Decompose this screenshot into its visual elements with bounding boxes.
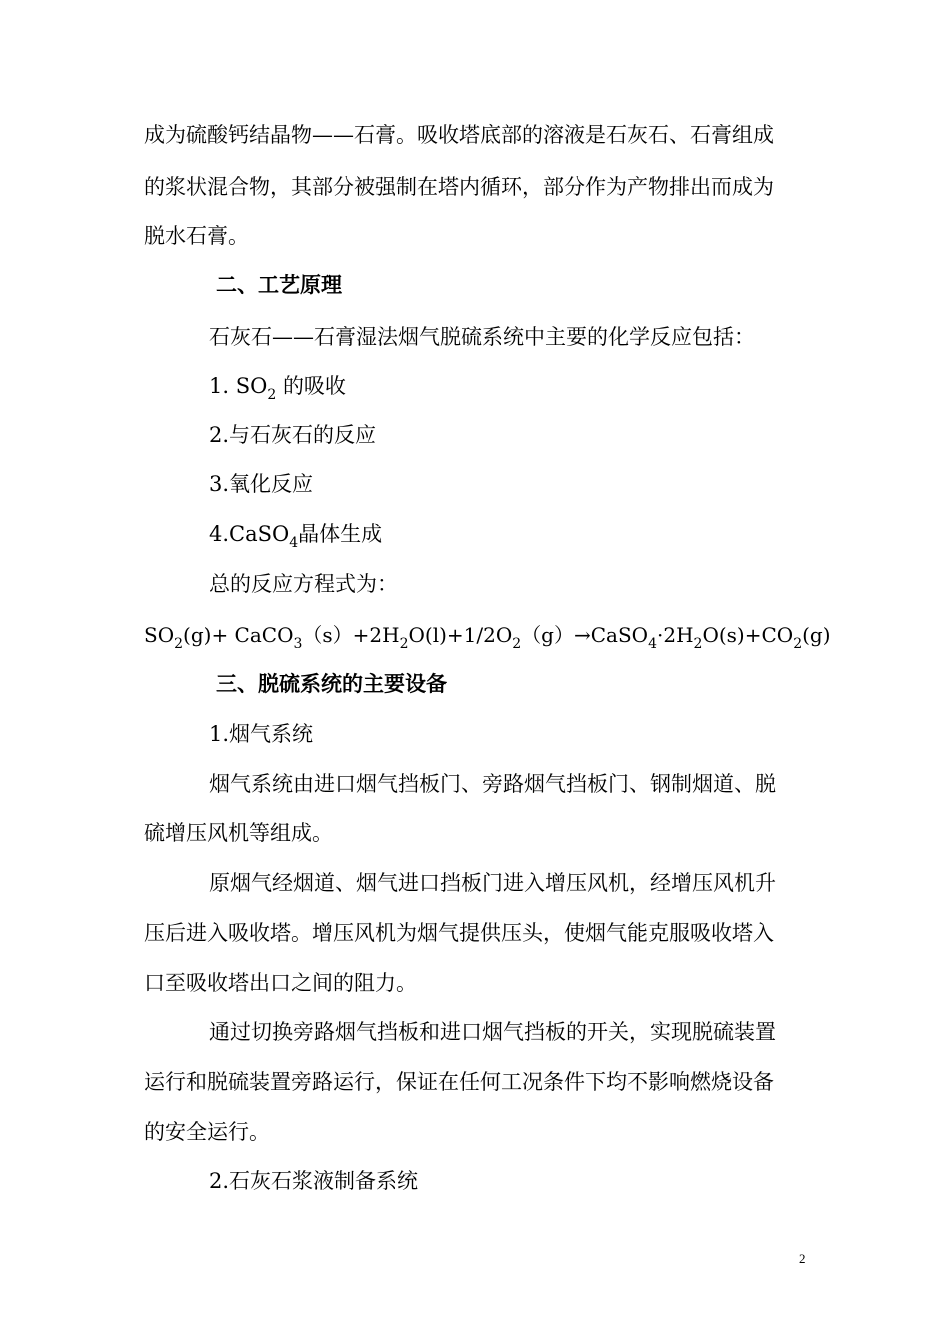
body-line [0,219,950,253]
page-number: 2 [799,1251,806,1266]
heading-text: 三、脱硫系统的主要设备 [216,672,447,696]
list-item-text: 3.氧化反应 [209,472,314,496]
text-line: 通过切换旁路烟气挡板和进口烟气挡板的开关，实现脱硫装置 [209,1020,776,1044]
subheading-text: 2.石灰石浆液制备系统 [209,1169,419,1193]
body-line [0,1065,950,1099]
text-line: 口至吸收塔出口之间的阻力。 [144,971,417,995]
text-line: 的浆状混合物，其部分被强制在塔内循环，部分作为产物排出而成为 [144,175,774,199]
body-line [0,767,950,801]
list-item [0,369,950,403]
text-line: 烟气系统由进口烟气挡板门、旁路烟气挡板门、钢制烟道、脱 [209,772,776,796]
subsection-heading [0,1164,950,1198]
list-item-text: 2.与石灰石的反应 [209,423,377,447]
body-line [0,320,950,354]
text-line: 脱水石膏。 [144,224,249,248]
body-line [0,816,950,850]
list-item-text: 1. $SO_2$ 的吸收 [209,374,346,403]
subsection-heading [0,717,950,751]
list-item [0,418,950,452]
list-item-text: 4.CaSO$_4$晶体生成 [209,522,383,551]
body-line [0,567,950,601]
section-heading [0,268,950,302]
body-line [0,966,950,1000]
subheading-text: 1.烟气系统 [209,722,314,746]
body-line [0,1015,950,1049]
heading-text: 二、工艺原理 [216,273,342,297]
body-line [0,916,950,950]
list-item [0,517,950,551]
text-line: 硫增压风机等组成。 [144,821,333,845]
body-line [0,118,950,152]
text-line: 运行和脱硫装置旁路运行，保证在任何工况条件下均不影响燃烧设备 [144,1070,774,1094]
text-line: 成为硫酸钙结晶物——石膏。吸收塔底部的溶液是石灰石、石膏组成 [144,123,774,147]
text-line: 原烟气经烟道、烟气进口挡板门进入增压风机，经增压风机升 [209,871,776,895]
text-line: 石灰石——石膏湿法烟气脱硫系统中主要的化学反应包括： [209,325,755,349]
body-line [0,170,950,204]
list-item [0,467,950,501]
reaction-equation [0,618,950,652]
body-line [0,1115,950,1149]
text-line: 压后进入吸收塔。增压风机为烟气提供压头，使烟气能克服吸收塔入 [144,921,774,945]
text-line: 的安全运行。 [144,1120,270,1144]
equation-text: $SO_2(g)+$ $CaCO_3(s)+2H_2O(l)+1/2O_2(g)\to CaSO_4\cdot 2H_2O(s)+CO_2(g)$ [144,623,831,652]
section-heading [0,667,950,701]
body-line [0,866,950,900]
text-line: 总的反应方程式为： [209,572,398,596]
